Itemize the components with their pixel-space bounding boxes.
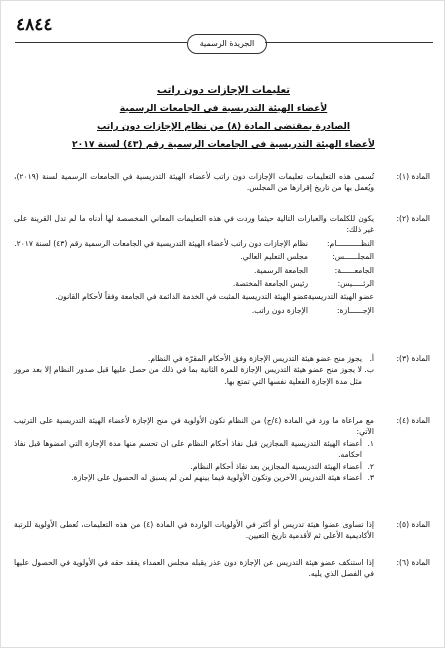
definition-item (14, 251, 374, 262)
definition-term: الجامعــــــة: (334, 265, 374, 275)
item-text: أعضاء الهيئة التدريسية المجازين بعد نفاذ أحكام النظام. (190, 461, 362, 471)
article-6-text: إذا استنكف عضو هيئة التدريس عن الإجازة دون عذر يقبله مجلس العمداء يفقد حقه في الأولوية في الحصول عليها في الفصل الذي يليه. (14, 558, 374, 579)
article-5-text: إذا تساوى عضوا هيئة تدريس أو أكثر في الأولويات الواردة في المادة (٤) من هذه التعليمات، تُعطى الأولوية للرتبة الأكاديمية الأعلى ثم لأقدمية تاريخ التعيين. (14, 520, 374, 541)
document-subtitle-2: الصادرة بمقتضى المادة (٨) من نظام الإجازات دون راتب (97, 121, 350, 132)
definition-item (14, 291, 374, 302)
item-text: لا يجوز منح عضو هيئة التدريس الإجازة للمرة الثانية بما في ذلك من حصل عليها قبل صدور النظام إلا بعد مرور مثل مدة الإجازة الفعلية نفسها التي تمتع بها. (14, 365, 362, 386)
item-marker: ٣. (367, 473, 374, 483)
article-4-item-1 (14, 438, 374, 461)
article-4-item-3 (14, 472, 374, 483)
article-1-label: المادة (١): (396, 172, 430, 181)
definition-text: نظام الإجازات دون راتب لأعضاء الهيئة التدريسية في الجامعات الرسمية رقم (٤٣) لسنة ٢٠١٧. (14, 238, 308, 248)
article-5-label: المادة (٥): (396, 520, 430, 529)
article-3-item-b (14, 364, 374, 387)
article-3-item-a (14, 353, 374, 364)
definition-term: المجلــــــس: (332, 252, 374, 262)
article-6-label: المادة (٦): (396, 558, 430, 567)
article-4-item-2 (14, 461, 374, 472)
article-2 (14, 213, 430, 316)
article-2-label: المادة (٢): (396, 214, 430, 223)
gazette-label: الجريدة الرسمية (187, 34, 267, 54)
definition-text: مجلس التعليم العالي. (240, 252, 308, 262)
definition-item (14, 238, 374, 249)
definition-term: الرئـــــيس: (337, 279, 374, 289)
item-marker: أ. (369, 354, 374, 363)
article-4-label: المادة (٤): (396, 416, 430, 425)
item-marker: ٢. (367, 461, 374, 471)
document-title: تعليمات الإجازات دون راتب (157, 85, 290, 96)
article-6 (14, 557, 430, 580)
article-3 (14, 353, 430, 387)
item-marker: ب. (364, 365, 374, 375)
article-4 (14, 415, 430, 483)
definition-text: الإجازة دون راتب. (251, 305, 308, 315)
document-subtitle-3: لأعضاء الهيئة التدريسية في الجامعات الرسمية رقم (٤٣) لسنة ٢٠١٧ (72, 139, 375, 150)
document-subtitle-1: لأعضاء الهيئة التدريسية في الجامعات الرسمية (119, 103, 328, 114)
item-text: يجوز منح عضو هيئة التدريس الإجازة وفق الأحكام المقرّة في النظام. (147, 354, 362, 363)
article-1-text: تُسمى هذه التعليمات تعليمات الإجازات دون راتب لأعضاء الهيئة التدريسية في الجامعات الرسمية لسنة (٢٠١٩)، ويُعمل بها من تاريخ إقرارها من المجلس. (14, 172, 374, 193)
article-1 (14, 171, 430, 194)
definition-text: الجامعة الرسمية. (254, 265, 308, 275)
definition-item (14, 278, 374, 289)
definition-item (14, 305, 374, 316)
definition-term: الإجــــــازة: (336, 305, 374, 315)
definition-text: رئيس الجامعة المختصة. (232, 279, 308, 289)
definition-text: عضو الهيئة التدريسية المثبت في الخدمة الدائمة في الجامعة وفقاً لأحكام القانون. (55, 292, 308, 302)
article-4-intro: مع مراعاة ما ورد في المادة (٤/ج) من النظام تكون الأولوية في منح الإجازة لأعضاء الهيئة التدريسية على الترتيب الآتي: (14, 416, 374, 437)
item-text: أعضاء الهيئة التدريسية المجازين قبل نفاذ أحكام النظام على ان تحسم منها مدة الإجازة التي امضوها قبل نفاذ احكامه. (14, 438, 362, 460)
article-5 (14, 519, 430, 542)
item-marker: ١. (367, 438, 374, 448)
header-rule-left (15, 42, 187, 43)
article-2-intro: يكون للكلمات والعبارات التالية حيثما وردت في هذه التعليمات المعاني المخصصة لها أدناه ما لم تدل القرينة على غير ذلك: (14, 214, 374, 235)
definition-item (14, 265, 374, 276)
definition-term: النظـــــــــــام: (327, 238, 374, 248)
page-number: ٤٨٤٤ (16, 15, 53, 35)
definition-term: عضو الهيئة التدريسية: (305, 292, 374, 302)
item-text: أعضاء هيئة التدريس الآخرين وتكون الأولوية فيما بينهم لمن لم يسبق له الحصول على الإجازة. (71, 473, 362, 483)
article-3-label: المادة (٣): (396, 354, 430, 363)
header-rule-right (265, 42, 433, 43)
